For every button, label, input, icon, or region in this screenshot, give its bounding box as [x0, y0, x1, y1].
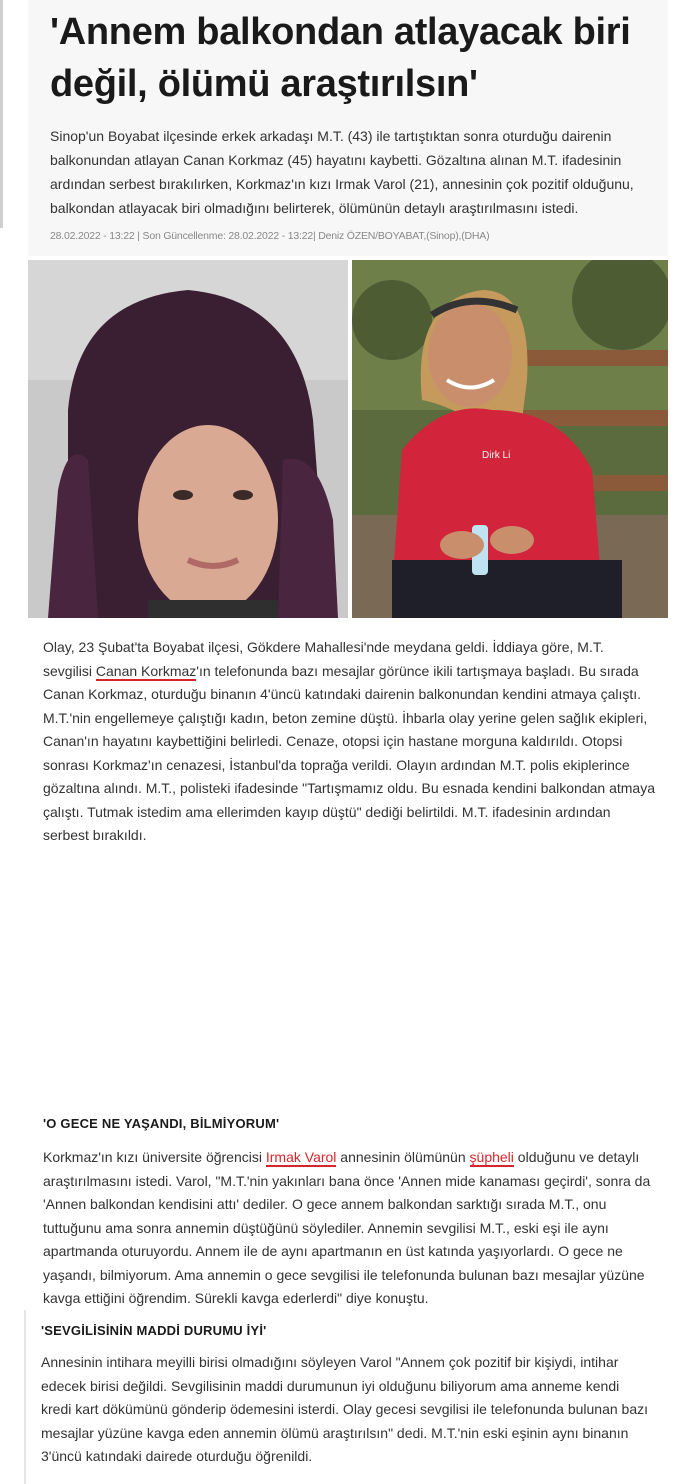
shirt-text: Dirk Li: [482, 450, 511, 461]
p2-text-middle: annesinin ölümünün: [336, 1149, 470, 1165]
p2-text-before: Korkmaz'ın kızı üniversite öğrencisi: [43, 1149, 266, 1165]
subheading-1: 'O GECE NE YAŞANDI, BİLMİYORUM': [43, 1116, 280, 1131]
body-paragraph-2: [43, 1146, 655, 1311]
woman-portrait-photo-icon: [352, 260, 668, 618]
left-divider: [0, 0, 3, 228]
subheading-2: 'SEVGİLİSİNİN MADDİ DURUMU İYİ': [41, 1323, 267, 1338]
p1-text-after: 'ın telefonunda bazı mesajlar görünce ikili tartışmaya başladı. Bu sırada Canan Korkmaz, oturduğu binanın 4'üncü katındaki dairenin balkonundan kendini atmaya çalıştı. M.T.'nin engellemeye çalıştığı kadın, beton zemine düştü. İhbarla olay yerine gelen sağlık ekipleri, Canan'ın hayatını kaybettiğini belirledi. Cenaze, otopsi için hastane morguna kaldırıldı. Otopsi sonrası Korkmaz'ın cenazesi, İstanbul'da toprağa verildi. Olayın ardından M.T. polis ekiplerince gözaltına alındı. M.T., polisteki ifadesinde "Tartışmamız oldu. Bu esnada kendini balkondan atmaya çalıştı. Tutmak istedim ama ellerimden kayıp düştü" dediği belirtildi. M.T. ifadesinin ardından serbest bırakıldı.: [43, 662, 655, 843]
girl-portrait-photo-icon: [28, 260, 348, 618]
link-supheli[interactable]: şüpheli: [469, 1149, 514, 1165]
body-paragraph-3: Annesinin intihara meyilli birisi olmadığını söyleyen Varol "Annem çok pozitif bir kişiydi, intihar edecek birisi değildi. Sevgilisinin maddi durumunun iyi olduğunu biliyorum ama anneme kendi kredi kart dökümünü gönderip ödemesini isterdi. Olay gecesi sevgilisi ile telefonunda bulunan bazı mesajlar yüzüne kavga eden annemin ölümü araştırılsın" dedi. M.T.'nin eski eşinin aynı binanın 3'üncü katındaki dairede oturduğu öğrenildi.: [41, 1354, 649, 1464]
body-paragraph-1: [43, 636, 655, 848]
article-headline: 'Annem balkondan atlayacak biri değil, ölümü araştırılsın': [50, 11, 631, 105]
link-irmak-varol[interactable]: Irmak Varol: [265, 1149, 337, 1165]
article-meta: 28.02.2022 - 13:22 | Son Güncellenme: 28.02.2022 - 13:22| Deniz ÖZEN/BOYABAT,(Sinop),(DHA): [50, 230, 490, 242]
p1-text-before: Olay, 23 Şubat'ta Boyabat ilçesi, Gökdere Mahallesi'nde meydana geldi. İddiaya göre, M.T. sevgilisi: [43, 639, 604, 679]
p2-text-after: olduğunu ve detaylı araştırılmasını istedi. Varol, "M.T.'nin yakınları bana önce 'Annen mide kanaması geçirdi', sonra da 'Annen balkondan kendisini attı' dediler. O gece annem balkondan sarktığı sırada M.T., onu tuttuğunu ama sonra annemin düştüğünü söylediler. Annemin sevgilisi M.T., eski eşi ile aynı apartmanda oturuyordu. Annem ile de aynı apartmanın en üst katında yaşıyorlardı. O gece ne yaşandı, bilmiyorum. Ama annemin o gece sevgilisi ile telefonunda bulunan bazı mesajlar yüzüne kavga ettiğini öğrendim. Sürekli kavga ederlerdi" diye konuştu.: [43, 1149, 651, 1306]
article-photo[interactable]: [28, 260, 668, 618]
article-summary: Sinop'un Boyabat ilçesinde erkek arkadaşı M.T. (43) ile tartıştıktan sonra oturduğu dairenin balkonundan atlayan Canan Korkmaz (45) hayatını kaybetti. Gözaltına alınan M.T. ifadesinin ardından serbest bırakılırken, Korkmaz'ın kızı Irmak Varol (21), annesinin çok pozitif olduğunu, balkondan atlayacak biri olmadığını belirterek, ölümünün detaylı araştırılmasını istedi.: [50, 128, 634, 216]
link-canan-korkmaz[interactable]: Canan Korkmaz: [95, 662, 197, 679]
